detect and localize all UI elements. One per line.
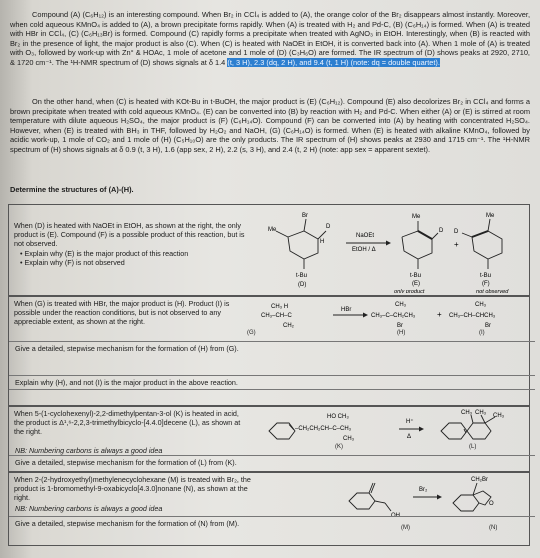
intro-text-2: On the other hand, when (C) is heated with KOt-Bu in t-BuOH, the major product is (E) (C₆H₁₂). Compound (E) also decolorizes Br₂ in CCl₄ and forms a brown precipitate when treated with cold aqueous KMnO₄. (E) can be converted into (B) by reaction with H₂ and Pd-C. When either (A) or (E) is stirred at room temperature with dilute aqueous H₂SO₄, the major product is (F) (C₆H₁₄O). Compound (F) can be converted into (A) by heating with concentrated H₂SO₄. However, when (E) is treated with BH₃ in THF, followed by H₂O₂ and NaOH, (G) (C₆H₁₄O) is formed. When (E) is heated with alkaline KMnO₄, followed by acidic work-up, 1 mole of CO₂ and 1 mole of (H) (C₅H₁₀O) are the only products. The IR spectrum of (H) shows peaks at 2930 and 1715 cm⁻¹. The ¹H-NMR spectrum of (H) shows signals at δ 0.9 (t, 3 H), 1.6 (app sex, 2 H), 2.2 (s, 3 H), and 2.4 (t, 2 H) (note: app sex = apparent sextet). bbox=[10, 97, 530, 154]
h-br: Br bbox=[397, 323, 403, 329]
k-bot: CH₃ bbox=[343, 436, 355, 442]
question-3-ask: Give a detailed, stepwise mechanism for the formation of (L) from (K). bbox=[15, 458, 237, 467]
not-observed-label: not observed bbox=[476, 289, 509, 293]
label-m: (M) bbox=[401, 525, 410, 531]
task-heading: Determine the structures of (A)-(H). bbox=[10, 185, 134, 194]
arrow-head-1 bbox=[386, 241, 391, 246]
l-me-1: CH₃ bbox=[461, 410, 473, 416]
divider bbox=[9, 389, 535, 390]
molecule-e bbox=[402, 221, 438, 269]
tbu-label-f: t-Bu bbox=[480, 273, 492, 279]
oh-label: OH bbox=[391, 513, 400, 519]
h-top: CH₃ bbox=[395, 302, 407, 308]
ch2br-label: CH₂Br bbox=[471, 477, 488, 483]
reaction-scheme-1 bbox=[254, 205, 526, 293]
tbu-label-e: t-Bu bbox=[410, 273, 422, 279]
divider bbox=[9, 341, 535, 342]
arrow-head-4 bbox=[437, 495, 442, 500]
h-label: H bbox=[320, 239, 325, 245]
question-2-text: When (G) is treated with HBr, the major product is (H). Product (I) is possible under the reaction conditions, but is not observed to any appreciable extent, as shown at the right. bbox=[14, 299, 230, 327]
divider bbox=[9, 455, 535, 456]
reaction-scheme-4 bbox=[339, 473, 525, 525]
reagent-hbr: HBr bbox=[341, 307, 352, 313]
reaction-scheme-3 bbox=[265, 407, 527, 453]
d-label-f: D bbox=[454, 229, 459, 235]
k-top: HO CH₃ bbox=[327, 414, 349, 420]
intro-text: Compound (A) (C₆H₁₂) is an interesting compound. When Br₂ in CCl₄ is added to (A), the orange color of the Br₂ disappears almost instantly. Moreover, when cold aqueous KMnO₄ is added to (A), a brown precipitate forms rapidly. When (A) is treated with H₂ and Pd-C, (B) (C₆H₁₄) is formed. When (A) is treated with HBr in CCl₄, (C) (C₆H₁₃Br) is formed. Compound (C) rapidly forms a precipitate when treated with AgNO₃ in EtOH. Interestingly, when (B) is reacted with Br₂ in the presence of light, the major product is also (C). When (C) is heated with NaOEt in EtOH, it is converted back into (A). When 1 mole of (A) is treated with O₃, followed by work-up with Zn° & HOAc, 1 mole of acetone and 1 mole of (D) (C₃H₆O) are formed. The IR spectrum of (D) shows peaks at 2920, 2710, & 1720 cm⁻¹. The ¹H-NMR spectrum of (D) shows signals at δ 1.4 bbox=[10, 10, 530, 67]
arrow-head-2 bbox=[363, 313, 368, 318]
label-k: (K) bbox=[335, 444, 343, 450]
me-label-e: Me bbox=[412, 214, 421, 220]
worksheet-page bbox=[4, 4, 532, 555]
arrow-head-3 bbox=[419, 427, 424, 432]
question-3-box bbox=[8, 406, 530, 472]
reagent-br2: Br₂ bbox=[419, 487, 428, 493]
plus-sign-2: + bbox=[437, 310, 442, 319]
label-f: (F) bbox=[482, 281, 490, 287]
label-i: (I) bbox=[479, 330, 485, 336]
question-2-box bbox=[8, 296, 530, 406]
tbu-label-d: t-Bu bbox=[296, 273, 308, 279]
o-label: O bbox=[489, 501, 494, 507]
i-mid: CH₃–CH–CHCH₃ bbox=[449, 313, 496, 319]
intro-paragraph-1 bbox=[10, 10, 530, 68]
question-2-ask-2: Explain why (H), and not (I) is the major product in the above reaction. bbox=[15, 378, 238, 387]
only-product-label: only product bbox=[394, 289, 425, 293]
molecule-f bbox=[462, 219, 502, 269]
plus-sign-1: + bbox=[454, 240, 459, 249]
k-mid: –CH₂CH₂CH–C–CH₃ bbox=[295, 426, 352, 432]
question-1-prompt: When (D) is heated with NaOEt in EtOH, as shown at the right, the only product is (E). Compound (F) is a possible product of this reaction, but is not observed. bbox=[14, 221, 245, 249]
bullet-list-2: • Explain why (F) is not observed bbox=[20, 257, 125, 267]
divider bbox=[9, 516, 535, 517]
bullet-1: Explain why (E) is the major product of this reaction bbox=[24, 248, 189, 258]
label-g: (G) bbox=[247, 330, 256, 336]
question-4-ask: Give a detailed, stepwise mechanism for the formation of (N) from (M). bbox=[15, 519, 240, 528]
highlighted-text: (t, 3 H), 2.3 (dq, 2 H), and 9.4 (t, 1 H) (note: dq = double quartet). bbox=[227, 57, 440, 67]
reagent-etoh: EtOH / Δ bbox=[352, 247, 376, 253]
d-label: D bbox=[326, 224, 331, 230]
molecule-l bbox=[441, 415, 495, 439]
me-label-f: Me bbox=[486, 213, 495, 219]
question-2-ask-1: Give a detailed, stepwise mechanism for the formation of (H) from (G). bbox=[15, 344, 239, 353]
question-1-text bbox=[14, 221, 250, 267]
molecule-k bbox=[269, 423, 295, 439]
question-4-box bbox=[8, 472, 530, 546]
me-label-d: Me bbox=[268, 227, 277, 233]
l-me-3: CH₃ bbox=[493, 413, 505, 419]
i-top: CH₃ bbox=[475, 302, 487, 308]
reagent-naoet: NaOEt bbox=[356, 233, 375, 239]
d-label-e: D bbox=[439, 228, 444, 234]
g-mid: CH₃–CH–C bbox=[261, 313, 292, 319]
label-l: (L) bbox=[469, 444, 477, 450]
reaction-scheme-2 bbox=[259, 297, 527, 341]
br-label: Br bbox=[302, 213, 308, 219]
label-n: (N) bbox=[489, 525, 498, 531]
numbering-note-2: NB: Numbering carbons is always a good idea bbox=[15, 504, 163, 513]
question-4-text: When 2-(2-hydroxyethyl)methylenecyclohexane (M) is treated with Br₂, the product is 1-bromomethyl-9-oxabicyclo[4.3.0]nonane (N), as shown at the right. bbox=[14, 475, 251, 503]
h-mid: CH₃–C–CH₂CH₃ bbox=[371, 313, 416, 319]
l-me-2: CH₃ bbox=[475, 410, 487, 416]
question-1-box bbox=[8, 204, 530, 296]
reagent-delta: Δ bbox=[407, 434, 412, 440]
divider bbox=[9, 375, 535, 376]
label-d: (D) bbox=[298, 282, 307, 288]
bullet-list: • Explain why (E) is the major product of this reaction bbox=[20, 248, 189, 258]
molecule-n bbox=[453, 483, 491, 511]
reagent-hplus: H⁺ bbox=[406, 419, 414, 425]
molecule-d bbox=[276, 219, 326, 269]
intro-paragraph-2 bbox=[10, 97, 530, 155]
g-top: CH₃ H bbox=[271, 304, 289, 310]
question-3-text: When 5-(1-cyclohexenyl)-2,2-dimethylpentan-3-ol (K) is heated in acid, the product is Δ¹,⁶-2,2,3-trimethylbicyclo-[4.4.0]decene (L), as shown at the right. bbox=[14, 409, 241, 437]
bullet-2: Explain why (F) is not observed bbox=[24, 257, 125, 267]
g-ch2: CH₂ bbox=[283, 323, 294, 329]
label-h: (H) bbox=[397, 330, 406, 336]
i-br: Br bbox=[485, 323, 491, 329]
label-e: (E) bbox=[412, 281, 420, 287]
molecule-m bbox=[349, 483, 391, 511]
numbering-note-1: NB: Numbering carbons is always a good idea bbox=[15, 446, 163, 455]
